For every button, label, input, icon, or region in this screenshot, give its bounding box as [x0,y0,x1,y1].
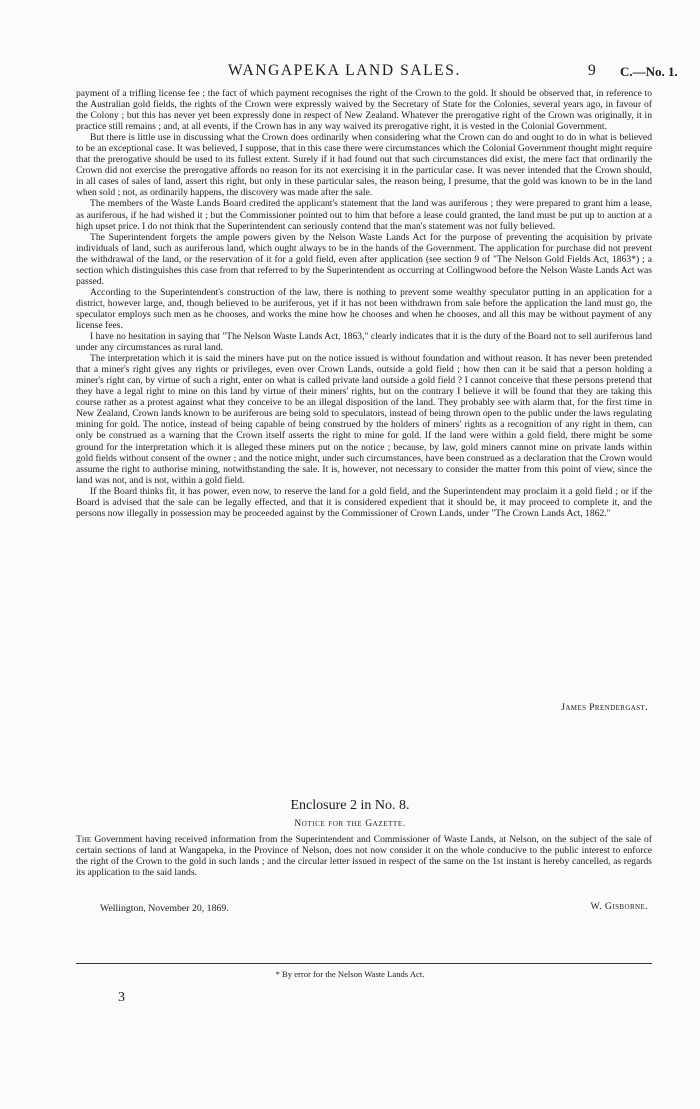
footnote-divider [76,963,652,964]
header-title: WANGAPEKA LAND SALES. [228,62,461,79]
paragraph: I have no hesitation in saying that "The Nelson Waste Lands Act, 1863," clearly indicates that it is the duty of the Board not to sell auriferous land under any circumstances as rural land. [76,331,652,354]
footnote: * By error for the Nelson Waste Lands Act. [275,969,425,979]
enclosure-subtitle: Notice for the Gazette. [294,818,406,829]
paragraph: payment of a trifling license fee ; the fact of which payment recognises the right of the Crown to the gold. It should be observed that, in reference to the Australian gold fields, the rights of the Crown were expressly waived by the Secretary of State for the Colonies, several years ago, in favour of the Colony ; but this has never yet been expressly done in respect of New Zealand. Whatever the prerogative right of the Crown was originally, it in practice still remains ; and, at all events, if the Crown has in any way waived its prerogative right, it is vested in the Colonial Government. [76,88,652,133]
enclosure-title: Enclosure 2 in No. 8. [290,798,410,813]
paragraph: The Superintendent forgets the ample powers given by the Nelson Waste Lands Act for the purpose of preventing the acquisition by private individuals of land, such as auriferous land, which ought always to be in the hands of the Government. The application for purchase did not prevent the withdrawal of the land, or the reservation of it for a gold field, even after application (see section 9 of "The Nelson Gold Fields Act, 1863*) ; a section which distinguishes this case from that referred to by the Superintendent as occurring at Collingwood before the Nelson Waste Lands Act was passed. [76,231,652,287]
paragraph: If the Board thinks fit, it has power, even now, to reserve the land for a gold field, and the Superintendent may proclaim it a gold field ; or if the Board is advised that the sale can be legally effected, and that it is considered expedient that it should be, it may proceed to complete it, and the persons now illegally in possession may be proceeded against by the Commissioner of Crown Lands, under "The Crown Lands Act, 1862." [76,485,652,519]
signature-mark: 3 [118,990,125,1005]
paragraph: But there is little use in discussing what the Crown does ordinarily when considering what the Crown can do and ought to do in what is believed to be an exceptional case. It was believed, I suppose, that in this case there were circumstances which the Colonial Government thought might require that the prerogative should be used to its fullest extent. Surely if it had found out that such circumstances did exist, the mere fact that ordinarily the Crown did not exercise the prerogative affords no reason for its not exercising it in the particular case. It was never intended that the Crown should, in all cases of sales of land, assert this right, but only in these particular sales, the reason being, I presume, that the gold was known to be in the land when sold ; not, as ordinarily happens, the discovery was made after the sale. [76,132,652,199]
paragraph: The interpretation which it is said the miners have put on the notice issued is without foundation and without reason. It has never been pretended that a miner's right gives any rights or privileges, even over Crown Lands, outside a gold field ; how then can it be said that a person holding a miner's right can, by virtue of such a right, enter on what is called private land outside a gold field ? I cannot conceive that these persons pretend that they have a legal right to mine on this land by virtue of their miners' rights, but on the contrary I believe it will be found that they are taking this course rather as a protest against what they conceive to be an illegal disposition of the land. They probably see with alarm that, for the first time in New Zealand, Crown lands known to be auriferous are being sold to speculators, instead of being thrown open to the public under the laws regulating mining for gold. The notice, instead of being capable of being construed by the holders of miners' rights as a recognition of any right in them, can only be construed as a warning that the Crown itself asserts the right to mine for gold. If the land were within a gold field, there might be some ground for the interpretation which it is alleged these miners put on the notice ; because, by law, gold miners cannot mine on private lands within gold fields without consent of the owner ; and the notice might, under such circumstances, have been construed as a declaration that the Crown would assume the right to authorise mining, notwithstanding the sale. It is, however, not necessary to consider the matter from this point of view, since the land was not, and is not, within a gold field. [76,353,652,486]
page-number: 9 [588,62,596,79]
running-header [0,62,700,84]
author-signature: James Prendergast. [561,702,648,713]
notice-lead-word: The [76,834,92,845]
paper-reference: C.—No. 1. [620,64,678,79]
notice-dateline: Wellington, November 20, 1869. [100,903,229,914]
paragraph: The members of the Waste Lands Board credited the applicant's statement that the land was auriferous ; they were prepared to grant him a lease, as auriferous, if he had wished it ; but the Commissioner pointed out to him that before a lease could granted, the land must be put up to auction at a high upset price. I do not think that the Superintendent can seriously contend that the man's statement was not fully believed. [76,198,652,232]
gazette-notice [76,834,652,878]
paragraph: According to the Superintendent's construction of the law, there is nothing to prevent some wealthy speculator putting in an application for a district, however large, and, though believed to be auriferous, yet if it has not been withdrawn from sale before the application the land must go, the speculator employs such men as he chooses, and works the mine how he chooses and when he chooses, and all this may be without payment of any license fees. [76,286,652,331]
notice-signer: W. Gisborne. [590,901,648,912]
memorandum-body [76,88,652,519]
notice-body: Government having received information from the Superintendent and Commissioner of Waste Lands, at Nelson, on the subject of the sale of certain sections of land at Wangapeka, in the Province of Nelson, does not now consider it on the whole conducive to the public interest to enforce the right of the Crown to the gold in such lands ; and the circular letter issued in respect of the same on the 1st instant is hereby cancelled, as regards its application to the said lands. [76,834,652,879]
